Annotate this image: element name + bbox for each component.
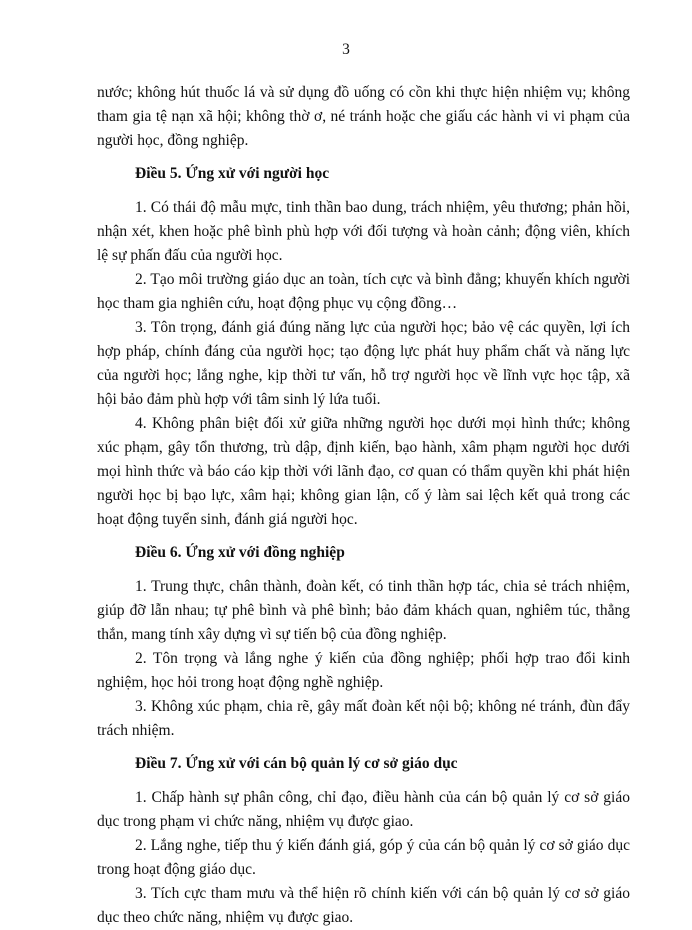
article-6 bbox=[97, 541, 630, 743]
article-6-heading: Điều 6. Ứng xử với đồng nghiệp bbox=[135, 544, 345, 561]
article-5 bbox=[97, 162, 630, 532]
article-5-clause-2: 2. Tạo môi trường giáo dục an toàn, tích cực và bình đẳng; khuyến khích người học tham gia nghiên cứu, hoạt động phục vụ cộng đồng… bbox=[97, 271, 630, 312]
article-7-clause-3: 3. Tích cực tham mưu và thể hiện rõ chính kiến với cán bộ quản lý cơ sở giáo dục theo chức năng, nhiệm vụ được giao. bbox=[97, 885, 630, 926]
article-5-clause-1: 1. Có thái độ mẫu mực, tinh thần bao dung, trách nhiệm, yêu thương; phản hồi, nhận xét, khen hoặc phê bình phù hợp với đối tượng và hoàn cảnh; động viên, khích lệ sự phấn đấu của người học. bbox=[97, 199, 630, 264]
page-number: 3 bbox=[342, 41, 350, 58]
article-6-clause-1: 1. Trung thực, chân thành, đoàn kết, có tinh thần hợp tác, chia sẻ trách nhiệm, giúp đỡ lẫn nhau; tự phê bình và phê bình; bảo đảm khách quan, nghiêm túc, thẳng thắn, mang tính xây dựng vì sự tiến bộ của đồng nghiệp. bbox=[97, 578, 630, 643]
article-5-clause-3: 3. Tôn trọng, đánh giá đúng năng lực của người học; bảo vệ các quyền, lợi ích hợp pháp, chính đáng của người học; tạo động lực phát huy phẩm chất và năng lực của người học; lắng nghe, kịp thời tư vấn, hỗ trợ người học về lĩnh vực học tập, xã hội bảo đảm phù hợp với tâm sinh lý lứa tuổi. bbox=[97, 319, 630, 408]
article-6-clause-2: 2. Tôn trọng và lắng nghe ý kiến của đồng nghiệp; phối hợp trao đổi kinh nghiệm, học hỏi trong hoạt động nghề nghiệp. bbox=[97, 650, 630, 691]
article-7-clause-2: 2. Lắng nghe, tiếp thu ý kiến đánh giá, góp ý của cán bộ quản lý cơ sở giáo dục trong hoạt động giáo dục. bbox=[97, 837, 630, 878]
article-7 bbox=[97, 752, 630, 930]
article-5-heading: Điều 5. Ứng xử với người học bbox=[135, 165, 330, 182]
article-5-clause-4: 4. Không phân biệt đối xử giữa những người học dưới mọi hình thức; không xúc phạm, gây tổn thương, trù dập, định kiến, bạo hành, xâm phạm người học dưới mọi hình thức và báo cáo kịp thời với lãnh đạo, cơ quan có thẩm quyền khi phát hiện người học bị bạo lực, xâm hại; không gian lận, cố ý làm sai lệch kết quả trong các hoạt động tuyển sinh, đánh giá người học. bbox=[97, 415, 630, 528]
document-body bbox=[97, 81, 630, 930]
continued-paragraph: nước; không hút thuốc lá và sử dụng đồ uống có cồn khi thực hiện nhiệm vụ; không tham gia tệ nạn xã hội; không thờ ơ, né tránh hoặc che giấu các hành vi vi phạm của người học, đồng nghiệp. bbox=[97, 84, 630, 149]
article-7-clause-1: 1. Chấp hành sự phân công, chỉ đạo, điều hành của cán bộ quản lý cơ sở giáo dục trong phạm vi chức năng, nhiệm vụ được giao. bbox=[97, 789, 630, 830]
article-6-clause-3: 3. Không xúc phạm, chia rẽ, gây mất đoàn kết nội bộ; không né tránh, đùn đẩy trách nhiệm. bbox=[97, 698, 630, 739]
article-7-heading: Điều 7. Ứng xử với cán bộ quản lý cơ sở giáo dục bbox=[135, 755, 458, 772]
